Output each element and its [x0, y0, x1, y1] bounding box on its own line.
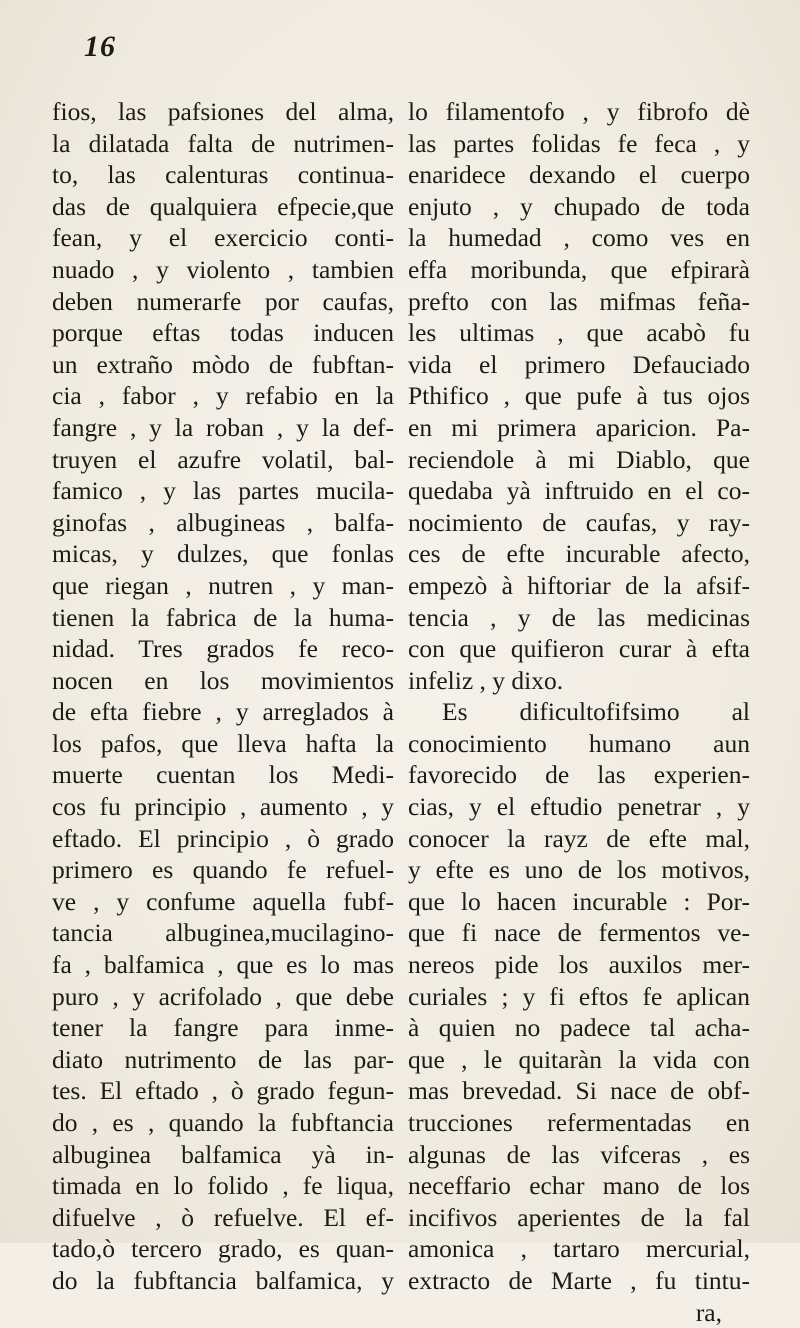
page-number: 16: [84, 30, 116, 63]
text-line: timada en lo folido , fe liqua,: [52, 1171, 394, 1201]
text-line: lo filamentofo , y fibrofo dè: [408, 97, 750, 126]
text-line: cos fu principio , aumento , y: [52, 792, 394, 822]
text-line: fangre , y la roban , y la def-: [52, 412, 394, 442]
text-line: famico , y las partes mucila-: [52, 476, 394, 506]
text-line: tencia , y de las medicinas: [408, 602, 750, 632]
text-line: do la fubftancia balfamica, y: [52, 1265, 394, 1295]
text-line: favorecido de las experien-: [408, 760, 750, 790]
text-line: tancia albuginea,mucilagino-: [52, 918, 394, 948]
text-line: micas, y dulzes, que fonlas: [52, 539, 394, 569]
text-line: la humedad , como ves en: [408, 223, 750, 253]
text-line: albuginea balfamica yà in-: [52, 1139, 394, 1169]
text-line: les ultimas , que acabò fu: [408, 318, 750, 348]
text-line: mas brevedad. Si nace de obf-: [408, 1076, 750, 1106]
text-line: que lo hacen incurable : Por-: [408, 886, 750, 916]
text-line: ve , y confume aquella fubf-: [52, 886, 394, 916]
text-line: que riegan , nutren , y man-: [52, 570, 394, 600]
text-line: amonica , tartaro mercurial,: [408, 1234, 750, 1264]
text-line: reciendole à mi Diablo, que: [408, 444, 750, 474]
text-line: empezò à hiftoriar de la afsif-: [408, 570, 750, 600]
text-line: conocer la rayz de efte mal,: [408, 823, 750, 853]
text-line: nereos pide los auxilos mer-: [408, 950, 750, 980]
left-text-column: [52, 96, 394, 1297]
text-line: porque eftas todas inducen: [52, 318, 394, 348]
text-line: conocimiento humano aun: [408, 728, 750, 758]
text-line: primero es quando fe refuel-: [52, 855, 394, 885]
text-line: algunas de las vifceras , es: [408, 1139, 750, 1169]
text-line: que , le quitaràn la vida con: [408, 1044, 750, 1074]
text-line: Es dificultofifsimo al: [442, 697, 750, 727]
text-line: das de qualquiera efpecie,que: [52, 191, 394, 221]
text-line: y efte es uno de los motivos,: [408, 855, 750, 885]
text-line: nuado , y violento , tambien: [52, 254, 394, 284]
text-line: fa , balfamica , que es lo mas: [52, 950, 394, 980]
text-line: vida el primero Defauciado: [408, 349, 750, 379]
text-line: nidad. Tres grados fe reco-: [52, 634, 394, 664]
text-line: enaridece dexando el cuerpo: [408, 160, 750, 190]
text-line: las partes folidas fe feca , y: [408, 128, 750, 158]
text-line: muerte cuentan los Medi-: [52, 760, 394, 790]
text-line: infeliz , y dixo.: [408, 665, 564, 695]
text-line: truyen el azufre volatil, bal-: [52, 444, 394, 474]
text-line: ginofas , albugineas , balfa-: [52, 507, 394, 537]
text-line: los pafos, que lleva hafta la: [52, 728, 394, 758]
text-line: curiales ; y fi eftos fe aplican: [408, 981, 750, 1011]
right-text-column: [408, 96, 750, 1328]
text-line: enjuto , y chupado de toda: [408, 191, 750, 221]
text-line: to, las calenturas continua-: [52, 160, 394, 190]
text-line: tes. El eftado , ò grado fegun-: [52, 1076, 394, 1106]
text-line: nocimiento de caufas, y ray-: [408, 507, 750, 537]
text-line: eftado. El principio , ò grado: [52, 823, 394, 853]
text-line: extracto de Marte , fu tintu-: [408, 1265, 750, 1295]
text-line: fios, las pafsiones del alma,: [52, 97, 394, 126]
text-line: con que quifieron curar à efta: [408, 634, 750, 664]
text-line: prefto con las mifmas feña-: [408, 286, 750, 316]
text-line: à quien no padece tal acha-: [408, 1013, 750, 1043]
text-line: cias, y el eftudio penetrar , y: [408, 792, 750, 822]
text-line: fean, y el exercicio conti-: [52, 223, 394, 253]
text-line: que fi nace de fermentos ve-: [408, 918, 750, 948]
text-line: Pthifico , que pufe à tus ojos: [408, 381, 750, 411]
text-line: quedaba yà inftruido en el co-: [408, 476, 750, 506]
text-line: tener la fangre para inme-: [52, 1013, 394, 1043]
text-line: do , es , quando la fubftancia: [52, 1108, 394, 1137]
text-line: difuelve , ò refuelve. El ef-: [52, 1202, 394, 1232]
text-line: en mi primera aparicion. Pa-: [408, 412, 750, 442]
text-line: neceffario echar mano de los: [408, 1171, 750, 1201]
catchword: ra,: [695, 1297, 722, 1327]
text-line: tienen la fabrica de la huma-: [52, 602, 394, 632]
text-line: ces de efte incurable afecto,: [408, 539, 750, 569]
text-line: tado,ò tercero grado, es quan-: [52, 1234, 394, 1264]
text-line: effa moribunda, que efpirarà: [408, 254, 750, 284]
text-line: la dilatada falta de nutrimen-: [52, 128, 394, 158]
text-line: de efta fiebre , y arreglados à: [52, 697, 394, 727]
text-line: deben numerarfe por caufas,: [52, 286, 394, 316]
text-line: nocen en los movimientos: [52, 665, 394, 695]
text-line: puro , y acrifolado , que debe: [52, 981, 394, 1011]
text-line: diato nutrimento de las par-: [52, 1044, 394, 1074]
text-line: un extraño mòdo de fubftan-: [52, 349, 394, 379]
text-line: incifivos aperientes de la fal: [408, 1202, 750, 1232]
text-line: cia , fabor , y refabio en la: [52, 381, 394, 411]
text-line: trucciones refermentadas en: [408, 1108, 750, 1137]
